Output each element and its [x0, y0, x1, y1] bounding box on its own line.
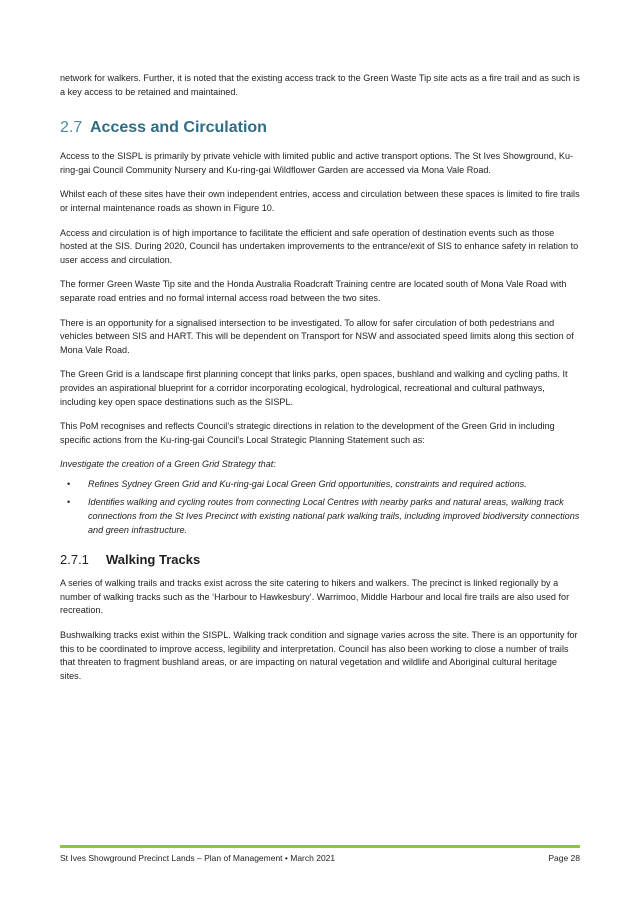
footer-document-title: St Ives Showground Precinct Lands – Plan of Management • March 2021 — [60, 853, 336, 863]
section-paragraph: Access to the SISPL is primarily by private vehicle with limited public and active transport options. The St Ives Showground, Ku-ring-gai Council Community Nursery and Ku-ring-gai Wildflower Garden are accessed via Mona Vale Road. — [60, 151, 574, 175]
section-paragraph: Access and circulation is of high importance to facilitate the efficient and safe operation of destination events such as those hosted at the SIS. During 2020, Council has undertaken improvements to the entrance/exit of SIS to enhance safety in relation to user access and circulation. — [60, 227, 579, 265]
list-item — [60, 496, 580, 537]
section-paragraph: Whilst each of these sites have their own independent entries, access and circulation between these spaces is limited to fire trails or internal maintenance roads as shown in Figure 10. — [60, 189, 580, 213]
intro-paragraph: network for walkers. Further, it is noted that the existing access track to the Green Waste Tip site acts as a fire trail and as such is a key access to be retained and maintained. — [60, 73, 580, 97]
section-title: Access and Circulation — [90, 119, 267, 137]
section-paragraph: This PoM recognises and reflects Council’s strategic directions in relation to the development of the Green Grid in including specific actions from the Ku-ring-gai Council’s Local Strategic Planning Statement such as: — [60, 421, 555, 445]
page-footer — [60, 853, 580, 863]
subsection-number: 2.7.1 — [60, 552, 89, 568]
subsection-paragraph: A series of walking trails and tracks exist across the site catering to hikers and walkers. The precinct is linked regionally by a number of walking tracks such as the ‘Harbour to Hawkesbury’. Warrimoo, Middle Harbour and local fire trails are also used for recreation. — [60, 578, 570, 616]
page-number: Page 28 — [548, 853, 580, 863]
page-content — [60, 72, 580, 694]
subsection-heading — [60, 552, 580, 567]
footer-divider — [60, 845, 580, 848]
subsection-title: Walking Tracks — [106, 552, 201, 568]
section-paragraph: The former Green Waste Tip site and the Honda Australia Roadcraft Training centre are located south of Mona Vale Road with separate road entries and no formal internal access road between the two sites. — [60, 279, 567, 303]
section-paragraph: There is an opportunity for a signalised intersection to be investigated. To allow for safer circulation of both pedestrians and vehicles between SIS and HART. This will be dependent on Transport for NSW and associated speed limits along this section of Mona Vale Road. — [60, 317, 574, 355]
bullet-icon: • — [67, 497, 71, 508]
section-number: 2.7 — [60, 119, 83, 137]
list-item-text: Refines Sydney Green Grid and Ku-ring-gai Local Green Grid opportunities, constraints and required actions. — [88, 478, 527, 489]
bullet-icon: • — [67, 478, 71, 489]
section-heading — [60, 119, 580, 137]
list-item — [60, 478, 580, 492]
italic-lead: Investigate the creation of a Green Grid Strategy that: — [60, 459, 276, 470]
list-item-text: Identifies walking and cycling routes from connecting Local Centres with nearby parks and natural areas, walking track connections from the St Ives Precinct with existing national park walking trails, including improved biodiversity connections and green infrastructure. — [88, 497, 580, 535]
subsection-paragraph: Bushwalking tracks exist within the SISPL. Walking track condition and signage varies across the site. There is an opportunity for this to be coordinated to improve access, legibility and interpretation. Council has also been working to close a number of trails that threaten to fragment bushland areas, or are impacting on natural vegetation and wildlife and Aboriginal cultural heritage sites. — [60, 630, 578, 681]
section-paragraph: The Green Grid is a landscape first planning concept that links parks, open spaces, bushland and walking and cycling paths. It provides an aspirational blueprint for a corridor incorporating ecological, hydrological, recreational and cultural pathways, including key open space destinations such as the SISPL. — [60, 369, 568, 407]
bullet-list — [60, 478, 580, 537]
